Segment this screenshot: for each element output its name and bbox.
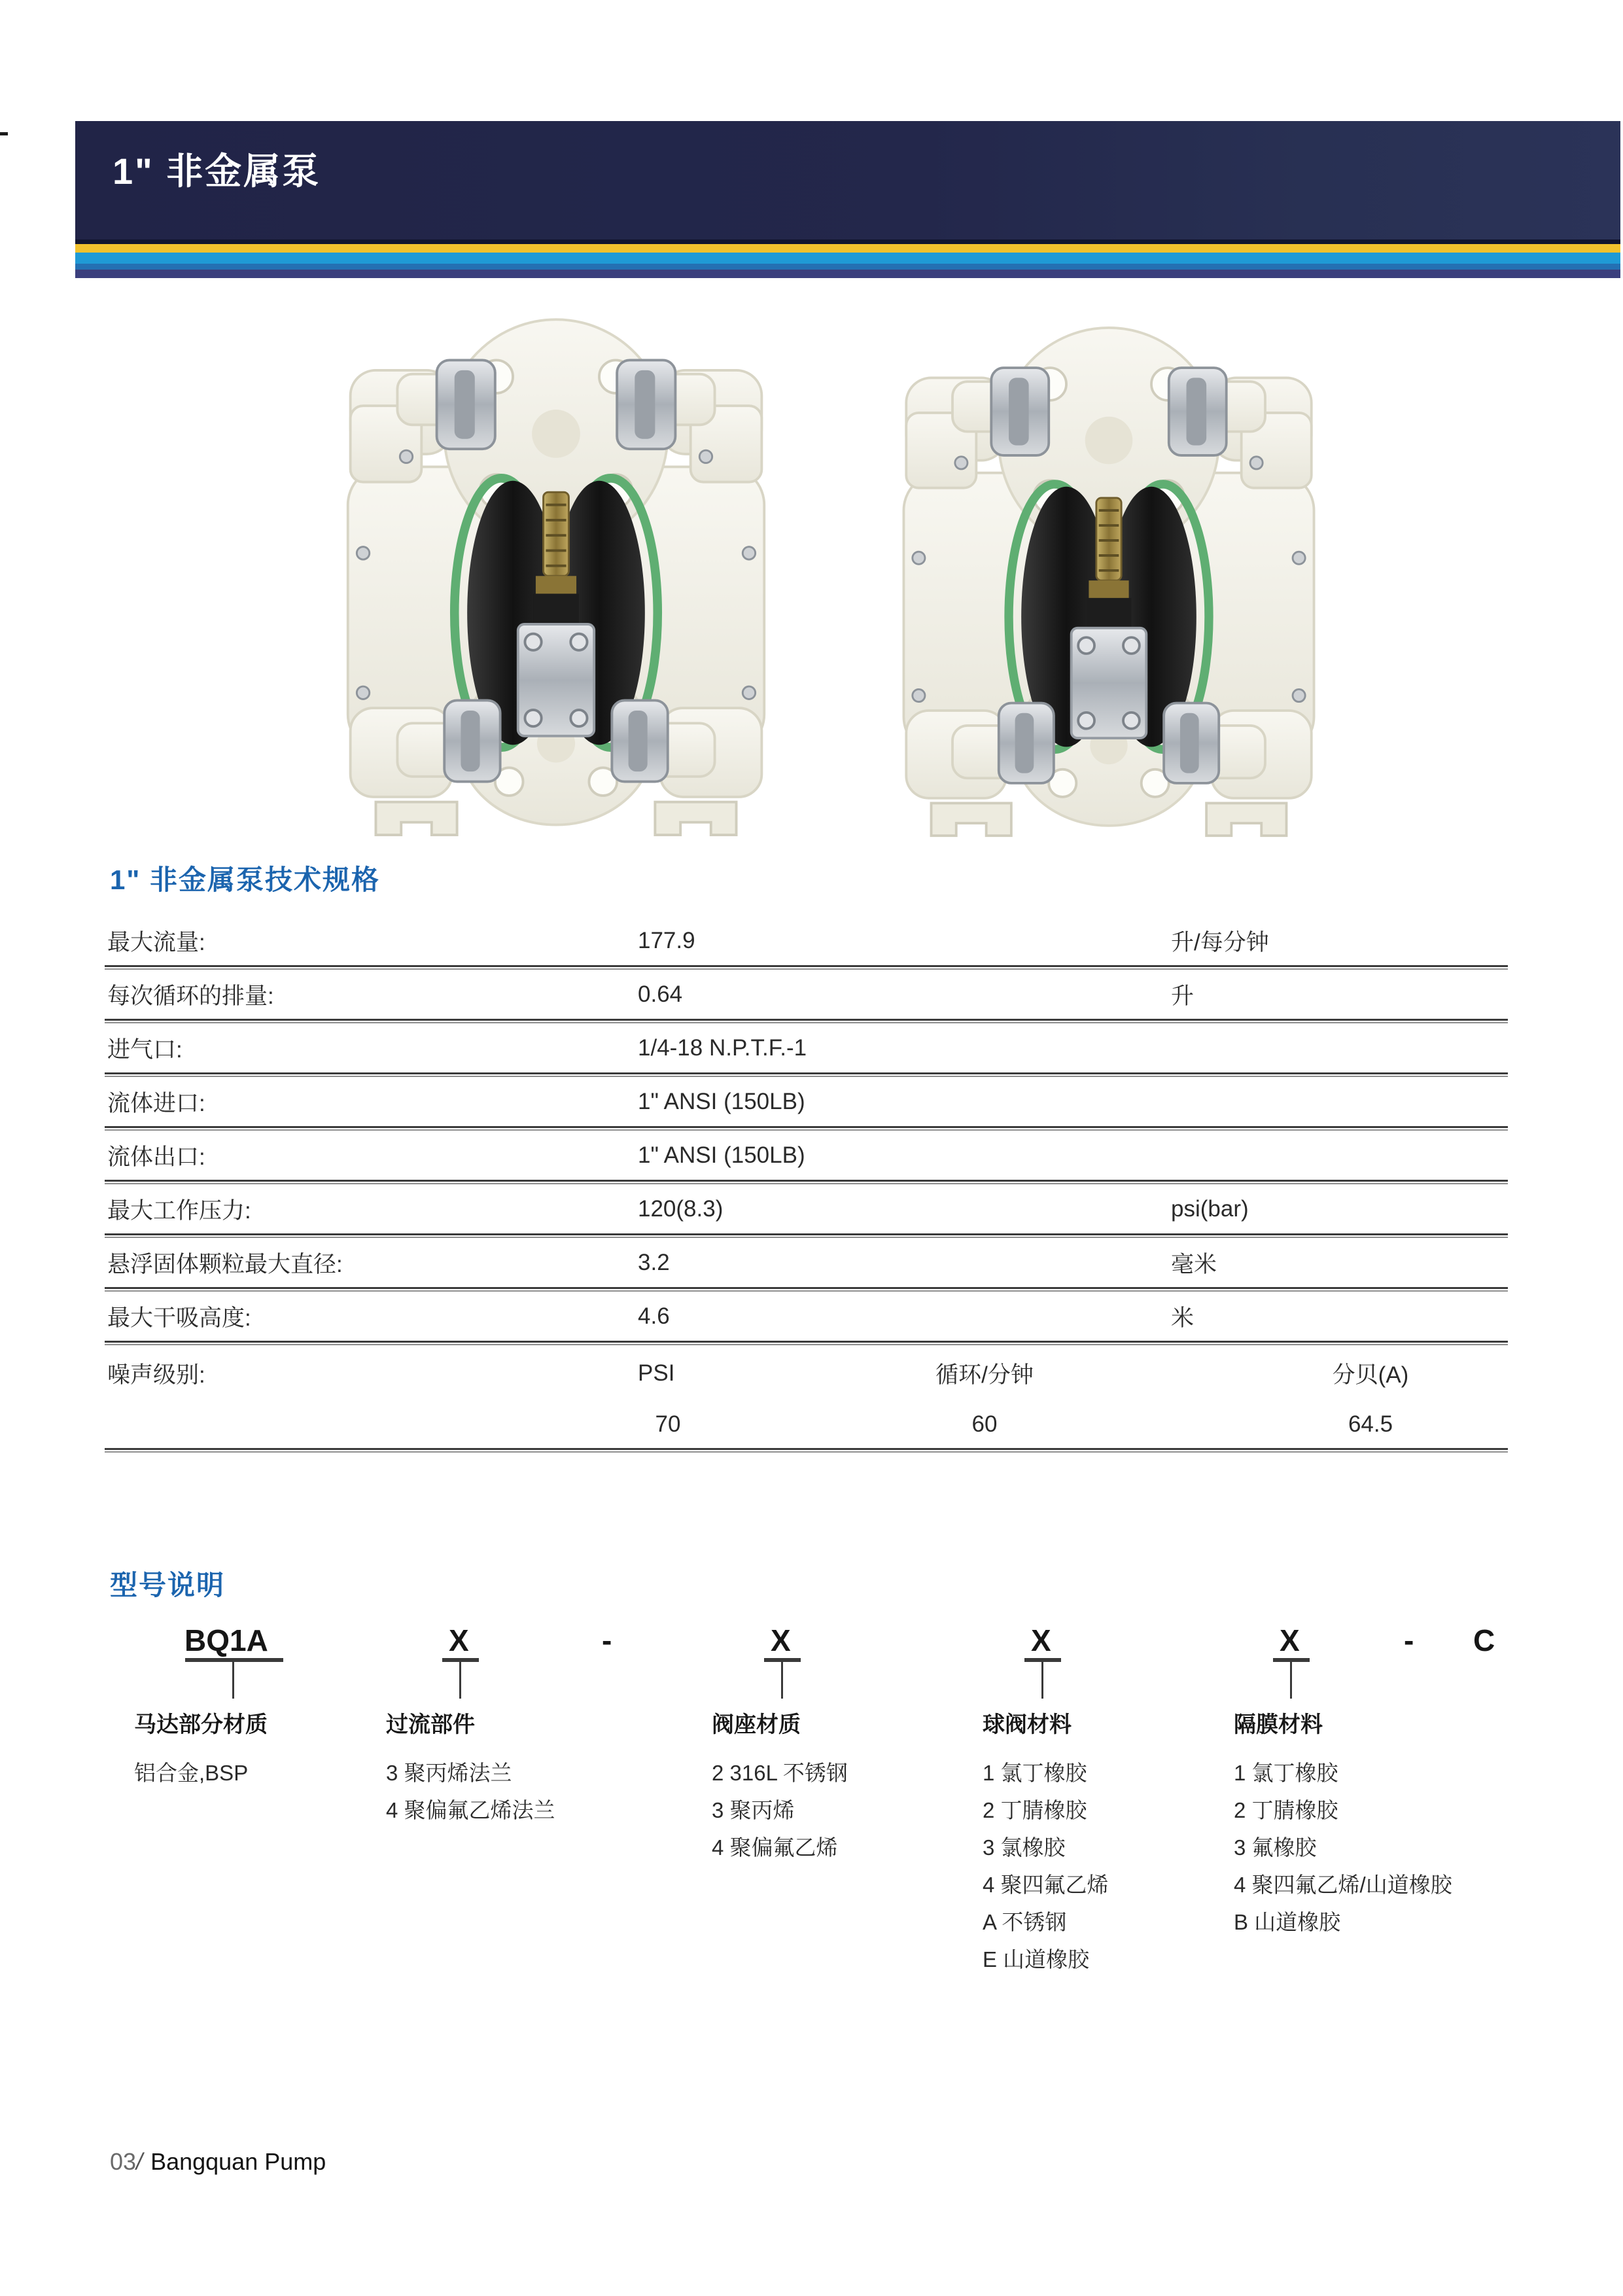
code-connector-line [459, 1662, 461, 1699]
model-column-motor [134, 1706, 268, 1792]
noise-col-psi: PSI [638, 1360, 675, 1386]
model-column-label: 马达部分材质 [134, 1712, 268, 1737]
spec-unit: 米 [1171, 1305, 1195, 1331]
spec-unit: 升/每分钟 [1171, 929, 1269, 955]
model-option: B 山道橡胶 [1234, 1910, 1341, 1934]
table-row [105, 1077, 1508, 1126]
model-option: 4 聚四氟乙烯 [983, 1873, 1109, 1897]
spec-label: 最大干吸高度: [107, 1305, 251, 1331]
code-connector-line [1290, 1662, 1292, 1699]
model-column-label: 阀座材质 [712, 1712, 801, 1737]
table-row [105, 1023, 1508, 1072]
table-row [105, 1292, 1508, 1341]
table-row [105, 1184, 1508, 1233]
model-code-dash1: - [602, 1623, 612, 1657]
spec-label: 最大流量: [107, 929, 205, 955]
model-option: 3 氯橡胶 [983, 1835, 1066, 1860]
row-divider [105, 1287, 1508, 1292]
spec-value: 177.9 [638, 927, 695, 953]
row-divider [105, 1180, 1508, 1184]
table-row [105, 916, 1508, 965]
code-connector-line [781, 1662, 783, 1699]
model-column-label: 过流部件 [386, 1712, 475, 1737]
model-column-ball [983, 1706, 1109, 1978]
spec-label: 每次循环的排量: [107, 983, 274, 1009]
model-code-x-flow: X [449, 1623, 469, 1657]
brand-name: Bangquan Pump [150, 2148, 326, 2175]
spec-unit: psi(bar) [1171, 1195, 1249, 1222]
code-connector-bar [185, 1658, 283, 1662]
noise-col-cycles: 循环/分钟 [935, 1362, 1034, 1388]
table-row-noise-values [105, 1401, 1508, 1448]
header-stripe-indigo [75, 270, 1620, 278]
header-stripe-blue [75, 264, 1620, 270]
model-code-x-seat: X [771, 1623, 791, 1657]
noise-value-psi: 70 [655, 1411, 681, 1437]
spec-label: 进气口: [107, 1036, 183, 1063]
spec-value: 120(8.3) [638, 1195, 724, 1222]
model-option: A 不锈钢 [983, 1910, 1067, 1934]
model-option: E 山道橡胶 [983, 1947, 1090, 1971]
spec-unit: 毫米 [1171, 1251, 1217, 1277]
spec-unit: 升 [1171, 983, 1195, 1009]
row-divider [105, 1341, 1508, 1345]
spec-value: 3.2 [638, 1249, 670, 1275]
specs-section-title: 1" 非金属泵技术规格 [110, 864, 380, 895]
crop-mark [0, 132, 8, 135]
noise-value-decibel: 64.5 [1348, 1411, 1393, 1437]
page-number: 03 [110, 2148, 137, 2175]
spec-value: 4.6 [638, 1303, 670, 1329]
header-stripe-lightblue [75, 253, 1620, 264]
footer-separator: / [136, 2148, 143, 2175]
model-option: 2 316L 不锈钢 [712, 1761, 848, 1785]
row-divider [105, 1126, 1508, 1131]
model-column-label: 隔膜材料 [1234, 1712, 1323, 1737]
model-option: 3 氟橡胶 [1234, 1835, 1317, 1860]
table-row [105, 1131, 1508, 1180]
row-divider [105, 1233, 1508, 1238]
model-code-x-diaphragm: X [1280, 1623, 1300, 1657]
spec-label: 噪声级别: [107, 1362, 205, 1388]
model-option: 4 聚偏氟乙烯 [712, 1835, 838, 1860]
code-connector-line [1041, 1662, 1043, 1699]
table-row-noise-header [105, 1345, 1508, 1401]
row-divider [105, 1019, 1508, 1023]
code-connector-line [232, 1662, 234, 1699]
spec-label: 最大工作压力: [107, 1197, 251, 1224]
spec-value: 1" ANSI (150LB) [638, 1142, 805, 1168]
model-code-suffix: C [1473, 1623, 1495, 1657]
spec-value: 0.64 [638, 981, 683, 1007]
noise-value-cycles: 60 [971, 1411, 998, 1437]
model-option: 4 聚偏氟乙烯法兰 [386, 1798, 555, 1822]
row-divider [105, 1072, 1508, 1077]
spec-label: 悬浮固体颗粒最大直径: [107, 1251, 343, 1277]
model-column-diaphragm [1234, 1706, 1452, 1941]
model-column-wetted [386, 1706, 555, 1829]
pump-photo-left [324, 304, 788, 838]
noise-col-decibel: 分贝(A) [1332, 1362, 1409, 1388]
pump-photo-right [880, 313, 1338, 838]
model-code-prefix-bold: BQ [184, 1623, 230, 1657]
page-header-bar [75, 121, 1620, 239]
model-option: 铝合金,BSP [134, 1761, 249, 1785]
model-option: 2 丁腈橡胶 [983, 1798, 1087, 1822]
page-title: 1" 非金属泵 [113, 150, 321, 192]
header-stripe-dark [75, 239, 1620, 244]
model-option: 3 聚丙烯 [712, 1798, 795, 1822]
model-option: 1 氯丁橡胶 [983, 1761, 1087, 1785]
table-bottom-divider [105, 1448, 1508, 1453]
model-option: 1 氯丁橡胶 [1234, 1761, 1338, 1785]
model-code-x-ball: X [1031, 1623, 1051, 1657]
model-column-seat [712, 1706, 848, 1866]
specs-table [105, 916, 1508, 1453]
spec-label: 流体进口: [107, 1090, 205, 1116]
model-option: 2 丁腈橡胶 [1234, 1798, 1338, 1822]
model-code-prefix-light: 1A [230, 1623, 268, 1657]
model-code-dash2: - [1404, 1623, 1414, 1657]
model-option: 3 聚丙烯法兰 [386, 1761, 512, 1785]
table-row [105, 970, 1508, 1019]
model-option: 4 聚四氟乙烯/山道橡胶 [1234, 1873, 1452, 1897]
table-row [105, 1238, 1508, 1287]
spec-label: 流体出口: [107, 1144, 205, 1170]
header-stripe-yellow [75, 244, 1620, 253]
row-divider [105, 965, 1508, 970]
model-code-prefix [184, 1623, 268, 1658]
spec-value: 1" ANSI (150LB) [638, 1088, 805, 1114]
model-column-label: 球阀材料 [983, 1712, 1072, 1737]
spec-value: 1/4-18 N.P.T.F.-1 [638, 1034, 807, 1061]
page-footer [110, 2148, 326, 2176]
model-section-title: 型号说明 [110, 1570, 226, 1600]
